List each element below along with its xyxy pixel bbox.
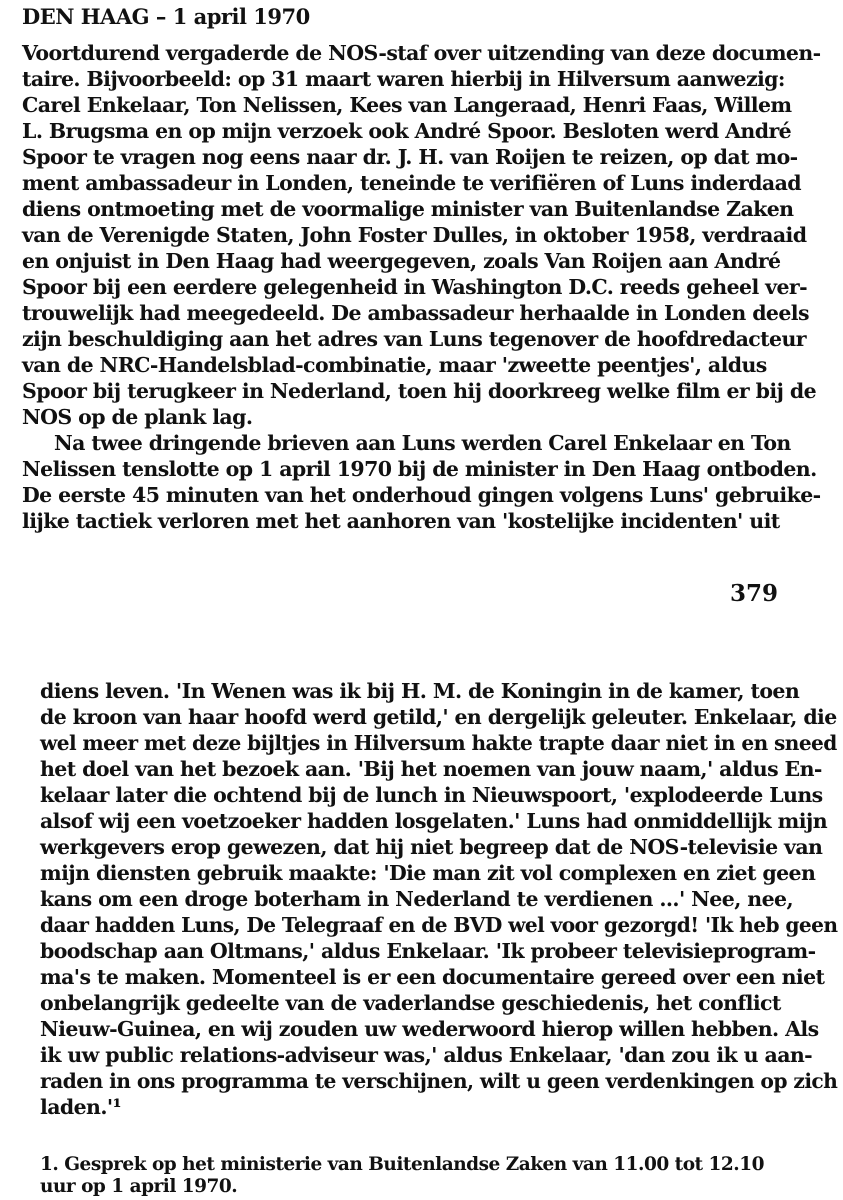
text-line: wel meer met deze bijltjes in Hilversum hakte trapte daar niet in en sneed [40, 731, 837, 755]
text-line: Carel Enkelaar, Ton Nelissen, Kees van Langeraad, Henri Faas, Willem [22, 93, 792, 117]
text-line: Spoor bij een eerdere gelegenheid in Washington D.C. reeds geheel ver- [22, 275, 808, 299]
text-line: van de NRC-Handelsblad-combinatie, maar 'zweette peentjes', aldus [22, 353, 767, 377]
text-line: het doel van het bezoek aan. 'Bij het noemen van jouw naam,' aldus En- [40, 757, 822, 781]
paragraph-start-line: Na twee dringende brieven aan Luns werden Carel Enkelaar en Ton [54, 431, 791, 455]
text-line: laden.'¹ [40, 1095, 121, 1119]
text-line: boodschap aan Oltmans,' aldus Enkelaar. 'Ik probeer televisieprogram- [40, 939, 816, 963]
text-line: werkgevers erop gewezen, dat hij niet begreep dat de NOS-televisie van [40, 835, 823, 859]
footnote-line: uur op 1 april 1970. [40, 1176, 238, 1197]
lower-page-body-text [40, 678, 837, 1120]
text-line: trouwelijk had meegedeeld. De ambassadeur herhaalde in Londen deels [22, 301, 809, 325]
text-line: ment ambassadeur in Londen, teneinde te verifiëren of Luns inderdaad [22, 171, 802, 195]
text-line: alsof wij een voetzoeker hadden losgelaten.' Luns had onmiddellijk mijn [40, 809, 827, 833]
text-line: diens ontmoeting met de voormalige minister van Buitenlandse Zaken [22, 197, 794, 221]
text-line: daar hadden Luns, De Telegraaf en de BVD wel voor gezorgd! 'Ik heb geen [40, 913, 838, 937]
text-line: kelaar later die ochtend bij de lunch in Nieuwspoort, 'explodeerde Luns [40, 783, 823, 807]
text-line: raden in ons programma te verschijnen, wilt u geen verdenkingen op zich [40, 1069, 838, 1093]
text-line: de kroon van haar hoofd werd getild,' en dergelijk geleuter. Enkelaar, die [40, 705, 837, 729]
text-line: Nelissen tenslotte op 1 april 1970 bij de minister in Den Haag ontboden. [22, 457, 817, 481]
text-line: Voortdurend vergaderde de NOS-staf over uitzending van deze documen- [22, 41, 821, 65]
text-line: en onjuist in Den Haag had weergegeven, zoals Van Roijen aan André [22, 249, 781, 273]
upper-page-body-text [22, 40, 837, 534]
text-line: lijke tactiek verloren met het aanhoren van 'kostelijke incidenten' uit [22, 509, 780, 533]
footnote [40, 1154, 837, 1198]
text-line: ma's te maken. Momenteel is er een documentaire gereed over een niet [40, 965, 825, 989]
text-line: L. Brugsma en op mijn verzoek ook André Spoor. Besloten werd André [22, 119, 792, 143]
text-line: zijn beschuldiging aan het adres van Luns tegenover de hoofdredacteur [22, 327, 806, 351]
text-line: NOS op de plank lag. [22, 405, 253, 429]
text-line: kans om een droge boterham in Nederland te verdienen ...' Nee, nee, [40, 887, 793, 911]
text-line: diens leven. 'In Wenen was ik bij H. M. de Koningin in de kamer, toen [40, 679, 800, 703]
text-line: taire. Bijvoorbeeld: op 31 maart waren hierbij in Hilversum aanwezig: [22, 67, 785, 91]
text-line: Nieuw-Guinea, en wij zouden uw wederwoord hierop willen hebben. Als [40, 1017, 819, 1041]
text-line: ik uw public relations-adviseur was,' aldus Enkelaar, 'dan zou ik u aan- [40, 1043, 813, 1067]
footnote-line: 1. Gesprek op het ministerie van Buitenlandse Zaken van 11.00 tot 12.10 [40, 1154, 764, 1175]
text-line: De eerste 45 minuten van het onderhoud gingen volgens Luns' gebruike- [22, 483, 821, 507]
running-head: DEN HAAG – 1 april 1970 [22, 4, 310, 29]
text-line: van de Verenigde Staten, John Foster Dulles, in oktober 1958, verdraaid [22, 223, 807, 247]
lower-book-page [0, 610, 843, 1200]
text-line: onbelangrijk gedeelte van de vaderlandse geschiedenis, het conflict [40, 991, 781, 1015]
text-line: Spoor bij terugkeer in Nederland, toen hij doorkreeg welke film er bij de [22, 379, 817, 403]
text-line: mijn diensten gebruik maakte: 'Die man zit vol complexen en ziet geen [40, 861, 816, 885]
text-line: Spoor te vragen nog eens naar dr. J. H. van Roijen te reizen, op dat mo- [22, 145, 798, 169]
page-number: 379 [730, 580, 779, 607]
